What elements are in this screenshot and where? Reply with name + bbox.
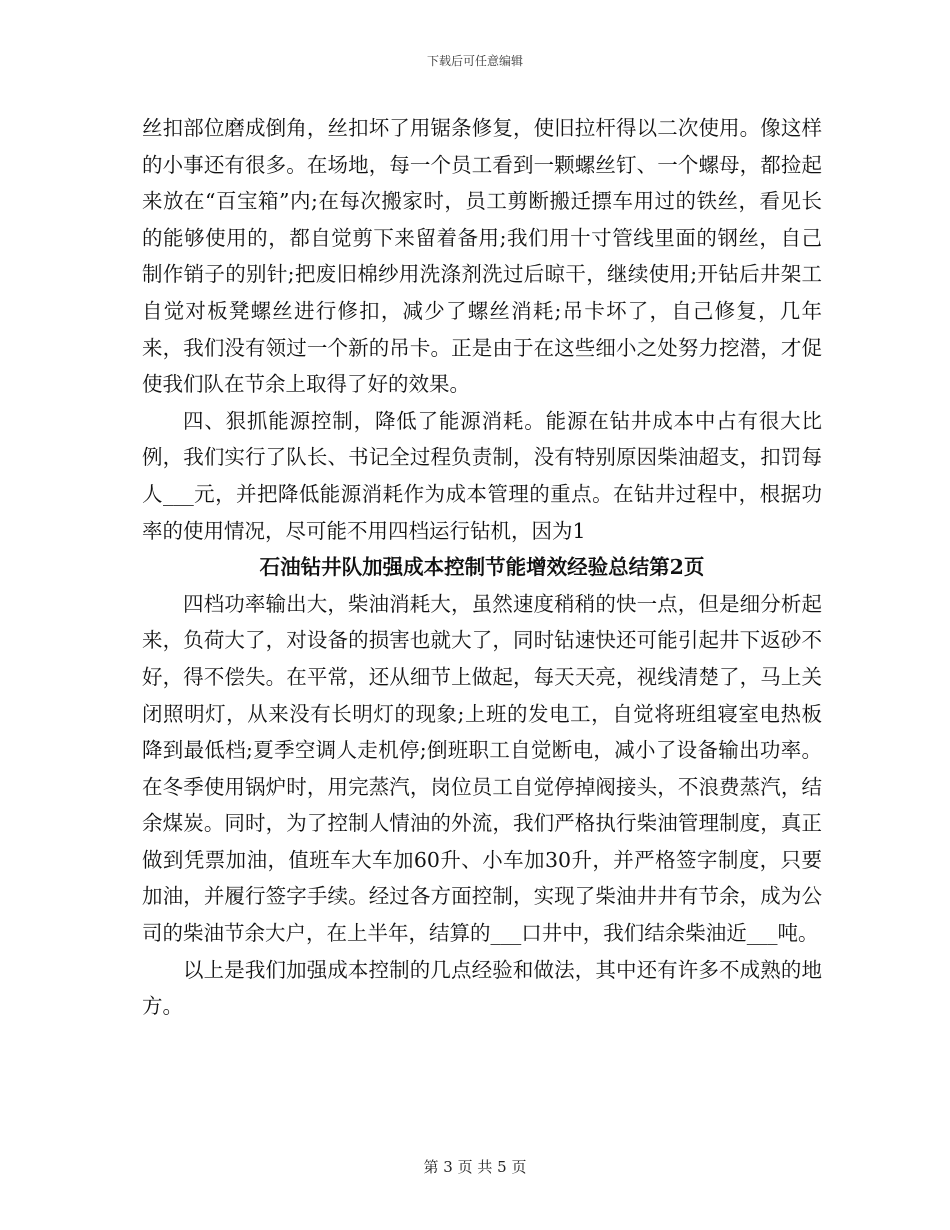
page-header: 下载后可任意编辑 (426, 54, 523, 68)
page-number: 第 3 页 共 5 页 (423, 1158, 527, 1176)
body-paragraph: 四档功率输出大，柴油消耗大，虽然速度稍稍的快一点，但是细分析起来，负荷大了，对设备的损害也就大了，同时钻速快还可能引起井下返砂不好，得不偿失。在平常，还从细节上做起，每天天亮，视线清楚了，马上关闭照明灯，从来没有长明灯的现象;上班的发电工，自觉将班组寝室电热板降到最低档;夏季空调人走机停;倒班职工自觉断电，减小了设备输出功率。在冬季使用锅炉时，用完蒸汽，岗位员工自觉停掉阀接头，不浪费蒸汽，结余煤炭。同时，为了控制人情油的外流，我们严格执行柴油管理制度，真正做到凭票加油，值班车大车加60升、小车加30升，并严格签字制度，只要加油，并履行签字手续。经过各方面控制，实现了柴油井井有节余，成为公司的柴油节余大户，在上半年，结算的___口井中，我们结余柴油近___吨。 (142, 591, 822, 946)
body-paragraph: 丝扣部位磨成倒角，丝扣坏了用锯条修复，使旧拉杆得以二次使用。像这样的小事还有很多。在场地，每一个员工看到一颗螺丝钉、一个螺母，都捡起来放在“百宝箱”内;在每次搬家时，员工剪断搬迁摽车用过的铁丝，看见长的能够使用的，都自觉剪下来留着备用;我们用十寸管线里面的钢丝，自己制作销子的别针;把废旧棉纱用洗涤剂洗过后晾干，继续使用;开钻后井架工自觉对板凳螺丝进行修扣，减少了螺丝消耗;吊卡坏了，自己修复，几年来，我们没有领过一个新的吊卡。正是由于在这些细小之处努力挖潜，才促使我们队在节余上取得了好的效果。 (142, 116, 822, 397)
body-paragraph: 以上是我们加强成本控制的几点经验和做法，其中还有许多不成熟的地方。 (142, 957, 822, 1019)
document-body (142, 110, 822, 1025)
body-paragraph: 四、狠抓能源控制，降低了能源消耗。能源在钻井成本中占有很大比例，我们实行了队长、书记全过程负责制，没有特别原因柴油超支，扣罚每人___元，并把降低能源消耗作为成本管理的重点。在钻井过程中，根据功率的使用情况，尽可能不用四档运行钻机，因为1 (142, 408, 822, 543)
section-title: 石油钻井队加强成本控制节能增效经验总结第2页 (259, 555, 705, 580)
